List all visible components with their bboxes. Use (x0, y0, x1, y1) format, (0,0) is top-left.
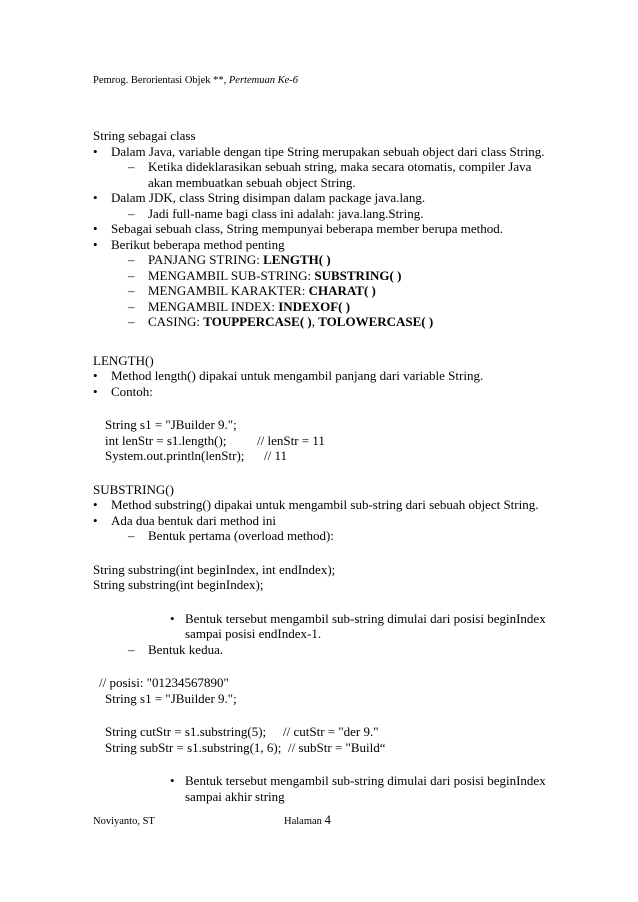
method-item (93, 299, 593, 315)
list-item (93, 144, 593, 160)
method-name: TOLOWERCASE( ) (318, 314, 434, 329)
section-heading-substring: SUBSTRING() (93, 481, 174, 497)
code-line (93, 724, 593, 740)
method-item (93, 252, 593, 268)
list-item (93, 497, 593, 513)
method-item (93, 314, 593, 330)
method-name: CHARAT( ) (308, 283, 376, 298)
code-comment: // lenStr = 11 (257, 432, 325, 448)
list-item (93, 513, 593, 529)
footer-author: Noviyanto, ST (93, 816, 155, 827)
method-item (93, 283, 593, 299)
method-label: MENGAMBIL SUB-STRING: (148, 267, 315, 283)
bullet-marker: • (93, 383, 98, 399)
method-label: MENGAMBIL KARAKTER: (148, 283, 309, 298)
sub-list-item (93, 206, 593, 222)
list-item-text: Dalam JDK, class String disimpan dalam package java.lang. (111, 190, 426, 205)
sub-list-item (93, 159, 593, 175)
code-comment-line: // posisi: "01234567890" (99, 675, 229, 690)
dash-marker: – (128, 528, 135, 543)
dash-marker: – (128, 283, 135, 298)
note-continuation: sampai akhir string (185, 788, 285, 804)
method-name: TOUPPERCASE( ) (203, 314, 312, 329)
sub-list-item (93, 528, 593, 544)
dash-marker: – (128, 252, 135, 267)
bullet-marker: • (93, 143, 98, 159)
code-comment: // 11 (264, 448, 287, 463)
list-item-text: Method substring() dipakai untuk mengambil sub-string dari sebuah object String. (111, 497, 539, 512)
bullet-marker: • (93, 512, 98, 528)
method-name: SUBSTRING( ) (314, 267, 402, 283)
dash-marker: – (128, 641, 135, 657)
footer-page (284, 812, 331, 830)
code-text: String s1 = "JBuilder 9."; (105, 417, 237, 432)
method-label: CASING: (148, 314, 204, 329)
list-item (93, 384, 593, 400)
bullet-marker: • (93, 497, 98, 512)
list-item (93, 368, 593, 384)
list-item-text: Method length() dipakai untuk mengambil panjang dari variable String. (111, 368, 484, 383)
note-item (93, 773, 593, 789)
code-text: String subStr = s1.substring(1, 6); (105, 739, 282, 755)
list-item-text: Berikut beberapa method penting (111, 236, 285, 252)
note-item (93, 611, 593, 627)
method-name: LENGTH( ) (263, 252, 331, 267)
section-heading-length: LENGTH() (93, 352, 154, 368)
document-body (93, 128, 593, 804)
method-label: PANJANG STRING: (148, 252, 264, 267)
bullet-marker: • (170, 610, 175, 626)
method-signature: String substring(int beginIndex, int endIndex); (93, 561, 336, 577)
header-title: Pemrog. Berorientasi Objek **, (93, 75, 229, 86)
list-item-text: Dalam Java, variable dengan tipe String merupakan sebuah object dari class String. (111, 143, 545, 159)
code-line (93, 448, 593, 464)
bullet-marker: • (170, 773, 175, 788)
method-signature: String substring(int beginIndex); (93, 577, 264, 592)
code-line (93, 417, 593, 433)
code-line (93, 740, 593, 756)
code-comment: // cutStr = "der 9." (283, 724, 379, 739)
note-text: Bentuk tersebut mengambil sub-string dimulai dari posisi beginIndex (185, 610, 546, 626)
list-item-text: Contoh: (111, 383, 153, 399)
bullet-marker: • (93, 221, 98, 236)
note-text: Bentuk tersebut mengambil sub-string dimulai dari posisi beginIndex (185, 773, 546, 788)
dash-marker: – (128, 205, 135, 221)
sub-list-item (93, 642, 593, 658)
method-label: MENGAMBIL INDEX: (148, 298, 279, 314)
bullet-marker: • (93, 236, 98, 252)
method-name: INDEXOF( ) (278, 298, 351, 314)
list-item-text: Jadi full-name bagi class ini adalah: java.lang.String. (148, 205, 424, 221)
dash-marker: – (128, 159, 135, 174)
list-item (93, 221, 593, 237)
page-header (93, 73, 298, 89)
page-number: 4 (324, 812, 332, 827)
page-label: Halaman (284, 816, 325, 827)
code-text: String cutStr = s1.substring(5); (105, 724, 267, 739)
dash-marker: – (128, 267, 135, 283)
code-line (93, 433, 593, 449)
code-line: String s1 = "JBuilder 9."; (105, 690, 237, 706)
note-continuation: sampai posisi endIndex-1. (185, 626, 322, 641)
bullet-marker: • (93, 368, 98, 383)
list-item-text: Ada dua bentuk dari method ini (111, 512, 276, 528)
dash-marker: – (128, 298, 135, 314)
method-separator: , (311, 314, 319, 329)
list-item-text: Ketika dideklarasikan sebuah string, maka secara otomatis, compiler Java (148, 159, 532, 174)
list-item-text: Bentuk pertama (overload method): (148, 528, 334, 543)
list-item (93, 190, 593, 206)
list-item-text: Sebagai sebuah class, String mempunyai beberapa member berupa method. (111, 221, 504, 236)
section-heading-string-class: String sebagai class (93, 128, 196, 143)
code-text: int lenStr = s1.length(); (105, 432, 227, 448)
bullet-marker: • (93, 190, 98, 205)
sub-list-item-continuation: akan membuatkan sebuah object String. (148, 174, 356, 190)
header-subtitle: Pertemuan Ke-6 (228, 75, 298, 86)
code-comment: // subStr = "Build“ (288, 739, 386, 755)
method-item (93, 268, 593, 284)
list-item (93, 237, 593, 253)
list-item-text: Bentuk kedua. (148, 641, 224, 657)
code-text: System.out.println(lenStr); (105, 448, 245, 463)
dash-marker: – (128, 314, 135, 329)
